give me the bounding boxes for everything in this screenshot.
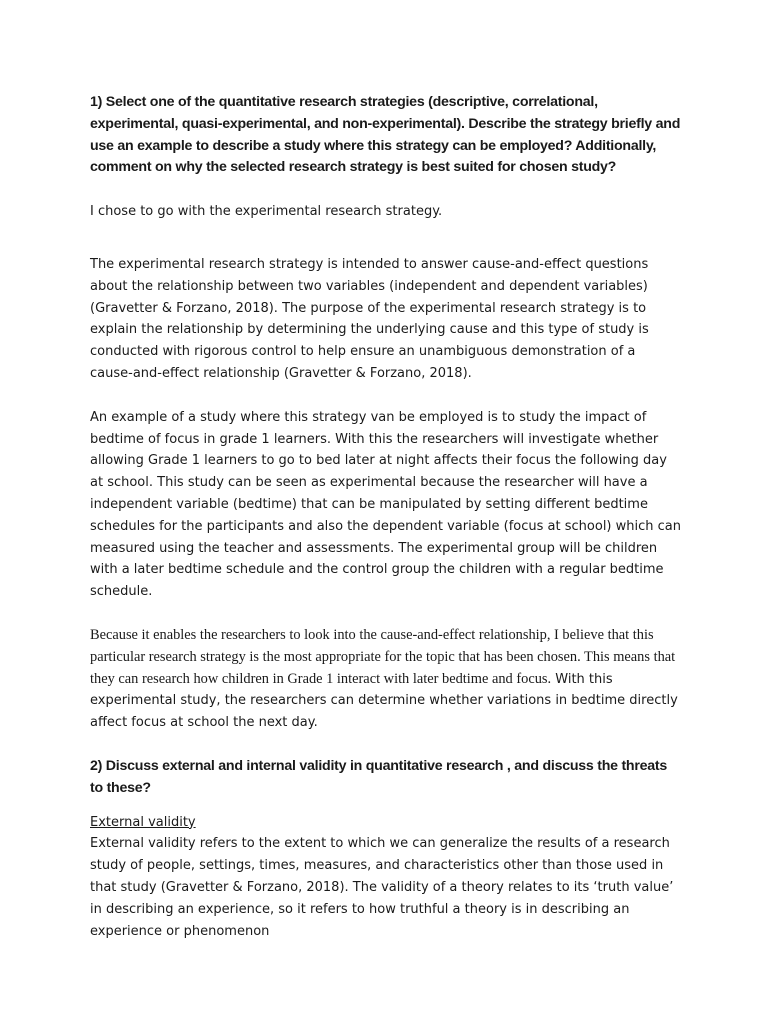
external-validity-heading: External validity [90, 814, 196, 830]
justification-serif-text: Because it enables the researchers to look into the cause-and-effect relationship, I believe that this particular research strategy is the most appropriate for the topic that has been chosen. This means that they can research how children in Grade 1 interact with later bedtime and focus. [90, 626, 676, 687]
study-example-paragraph: An example of a study where this strategy van be employed is to study the impact of bedtime of focus in grade 1 learners. With this the researchers will investigate whether allowing Grade 1 learners to go to bed later at night affects their focus the following day at school. This study can be seen as experimental because the researcher will have a independent variable (bedtime) that can be manipulated by setting different bedtime schedules for the participants and also the dependent variable (focus at school) which can measured using the teacher and assessments. The experimental group will be children with a later bedtime schedule and the control group the children with a regular bedtime schedule. [90, 409, 681, 600]
question-1-heading: 1) Select one of the quantitative research strategies (descriptive, correlational, experimental, quasi-experimental, and non-experimental). Describe the strategy briefly and use an example to describe a study where this strategy can be employed? Additionally, comment on why the selected research strategy is best suited for chosen study? [90, 94, 681, 176]
justification-sans-text: With this experimental study, the researchers can determine whether variations in bedtime directly affect focus at school the next day. [90, 671, 678, 731]
experimental-strategy-paragraph: The experimental research strategy is intended to answer cause-and-effect questions about the relationship between two variables (independent and dependent variables) (Gravetter & Forzano, 2018). The purpose of the experimental research strategy is to explain the relationship by determining the underlying cause and this type of study is conducted with rigorous control to help ensure an unambiguous demonstration of a cause-and-effect relationship (Gravetter & Forzano, 2018). [90, 256, 649, 381]
external-validity-paragraph: External validity refers to the extent to which we can generalize the results of a research study of people, settings, times, measures, and characteristics other than those used in that study (Gravetter & Forzano, 2018). The validity of a theory relates to its ‘truth value’ in describing an experience, so it refers to how truthful a theory is in describing an experience or phenomenon [90, 836, 674, 939]
question-1-intro: I chose to go with the experimental research strategy. [90, 204, 443, 220]
document-page [90, 92, 682, 942]
question-2-heading: 2) Discuss external and internal validity in quantitative research , and discuss the threats to these? [90, 757, 668, 796]
justification-paragraph [90, 625, 682, 734]
